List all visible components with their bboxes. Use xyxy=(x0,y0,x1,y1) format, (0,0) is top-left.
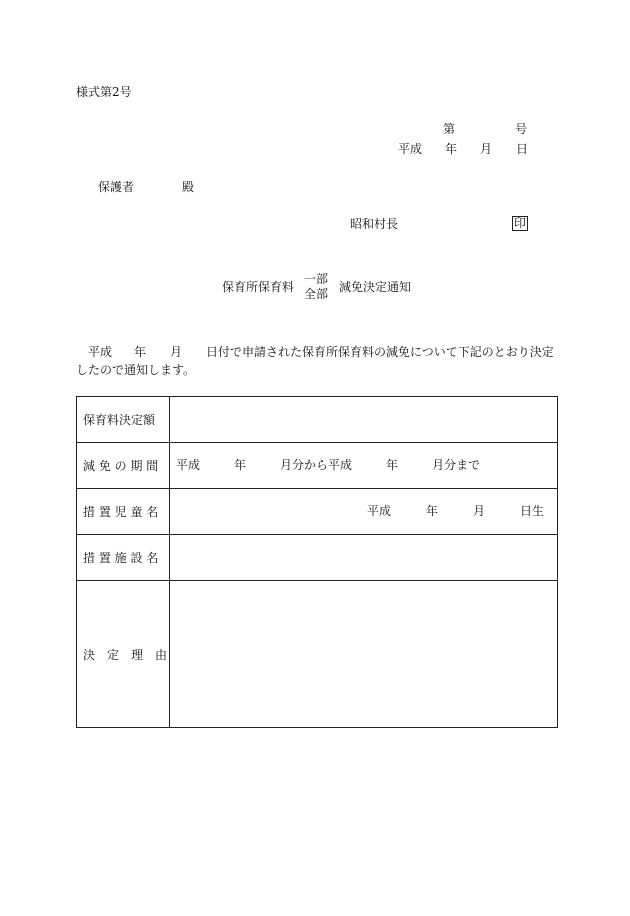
doc-number-prefix: 第 xyxy=(443,122,456,136)
facility-name-label: 措 置 施 設 名 xyxy=(77,535,170,581)
title-prefix: 保育所保育料 xyxy=(222,280,295,294)
child-name-field[interactable] xyxy=(170,489,558,535)
form-table xyxy=(76,396,558,728)
exemption-period-field[interactable] xyxy=(170,443,558,489)
birth-year: 年 xyxy=(426,504,439,518)
exemption-period-label: 減 免 の 期 間 xyxy=(77,443,170,489)
body-month: 月 xyxy=(170,345,183,359)
period-month-to: 月分まで xyxy=(432,458,481,472)
date-era: 平成 xyxy=(398,142,423,156)
body-rest: 日付で申請された保育所保育料の減免について下記のとおり決定 xyxy=(206,345,554,359)
date-year: 年 xyxy=(445,142,458,156)
notice-body xyxy=(76,343,560,379)
notice-body-line2: したので通知します。 xyxy=(76,363,196,377)
title-option-partial: 一部 xyxy=(304,272,329,286)
seal-mark xyxy=(512,216,528,231)
birth-month: 月 xyxy=(473,504,486,518)
body-year: 年 xyxy=(134,345,147,359)
table-row xyxy=(77,535,558,581)
period-month-from: 月分から平成 xyxy=(280,458,353,472)
date-day: 日 xyxy=(516,142,529,156)
sender-name: 昭和村長 xyxy=(350,217,399,231)
table-row xyxy=(77,581,558,728)
title-option-full: 全部 xyxy=(304,287,329,301)
decision-reason-label: 決 定 理 由 xyxy=(77,581,170,728)
date-month: 月 xyxy=(480,142,493,156)
addressee-label: 保護者 xyxy=(98,180,135,194)
period-year-from: 年 xyxy=(234,458,247,472)
table-row xyxy=(77,397,558,443)
title-options xyxy=(304,272,328,302)
body-era: 平成 xyxy=(88,345,113,359)
birth-era: 平成 xyxy=(367,504,392,518)
period-era: 平成 xyxy=(176,458,201,472)
seal-label: 印 xyxy=(514,216,527,230)
fee-amount-field[interactable] xyxy=(170,397,558,443)
addressee-honorific: 殿 xyxy=(182,180,195,194)
table-row xyxy=(77,489,558,535)
decision-reason-field[interactable] xyxy=(170,581,558,728)
birth-day: 日生 xyxy=(520,504,545,518)
period-year-to: 年 xyxy=(386,458,399,472)
doc-number-suffix: 号 xyxy=(515,122,528,136)
table-row xyxy=(77,443,558,489)
notice-body-line1 xyxy=(76,343,560,361)
child-name-label: 措 置 児 童 名 xyxy=(77,489,170,535)
facility-name-field[interactable] xyxy=(170,535,558,581)
fee-amount-label: 保育料決定額 xyxy=(77,397,170,443)
form-number: 様式第2号 xyxy=(76,85,132,99)
title-suffix: 減免決定通知 xyxy=(339,280,412,294)
